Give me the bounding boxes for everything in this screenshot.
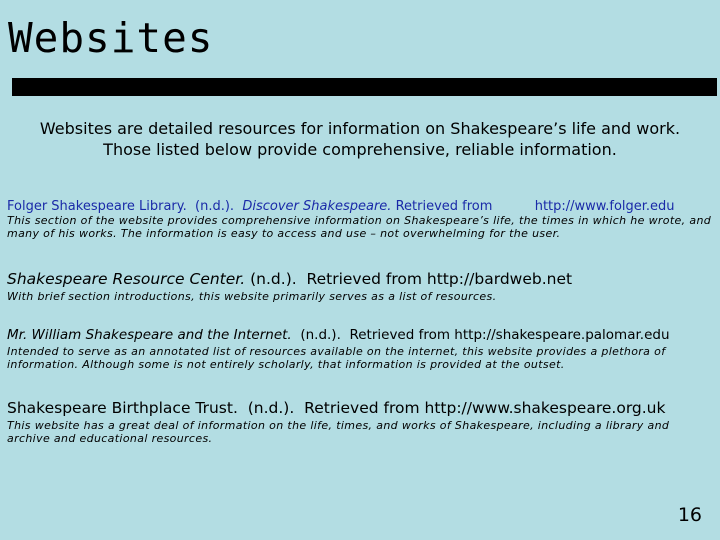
reference-retrieved-url[interactable]: Retrieved from http://shakespeare.palomar.edu [349, 327, 670, 343]
reference-date: (n.d.). [247, 399, 295, 417]
reference-citation [7, 327, 713, 344]
intro-line-2: Those listed below provide comprehensive, reliable information. [103, 140, 617, 159]
reference-date: (n.d.). [300, 327, 341, 343]
reference-site-title: Discover Shakespeare. [242, 199, 392, 214]
reference-date: (n.d.). [195, 199, 235, 214]
slide-title: Websites [8, 14, 214, 62]
reference-retrieved-url[interactable]: Retrieved from http://www.shakespeare.org.uk [304, 399, 666, 417]
reference-description: This section of the website provides comprehensive information on Shakespeare’s life, the times in which he wrote, and many of his works. The information is easy to access and use – not overwhelming for the user. [7, 214, 712, 240]
reference-citation [7, 270, 713, 289]
reference-author: Shakespeare Birthplace Trust. [7, 399, 238, 417]
reference-entry-bardweb [7, 270, 713, 304]
reference-entry-palomar [7, 327, 713, 371]
reference-url-link[interactable]: http://www.folger.edu [534, 199, 675, 214]
reference-author: Folger Shakespeare Library. [7, 199, 187, 214]
intro-line-1: Websites are detailed resources for information on Shakespeare’s life and work. [39, 119, 681, 138]
reference-site-title: Mr. William Shakespeare and the Internet. [7, 327, 292, 343]
reference-description: With brief section introductions, this website primarily serves as a list of resources. [7, 290, 497, 303]
reference-retrieved: Retrieved from [395, 199, 493, 214]
reference-description: Intended to serve as an annotated list of resources available on the internet, this website provides a plethora of information. Although some is not entirely scholarly, that information is provided at the outset. [7, 345, 666, 371]
reference-entry-folger [7, 198, 713, 240]
title-divider-bar [12, 78, 717, 96]
reference-description: This website has a great deal of information on the life, times, and works of Shakespeare, including a library and archive and educational resources. [7, 419, 670, 445]
reference-retrieved-url[interactable]: Retrieved from http://bardweb.net [306, 270, 573, 288]
reference-entry-birthplace-trust [7, 399, 713, 445]
page-number: 16 [677, 504, 702, 526]
reference-site-title: Shakespeare Resource Center. [7, 270, 246, 288]
reference-citation [7, 198, 713, 215]
intro-text [0, 118, 720, 160]
reference-date: (n.d.). [250, 270, 297, 288]
reference-citation [7, 399, 713, 418]
